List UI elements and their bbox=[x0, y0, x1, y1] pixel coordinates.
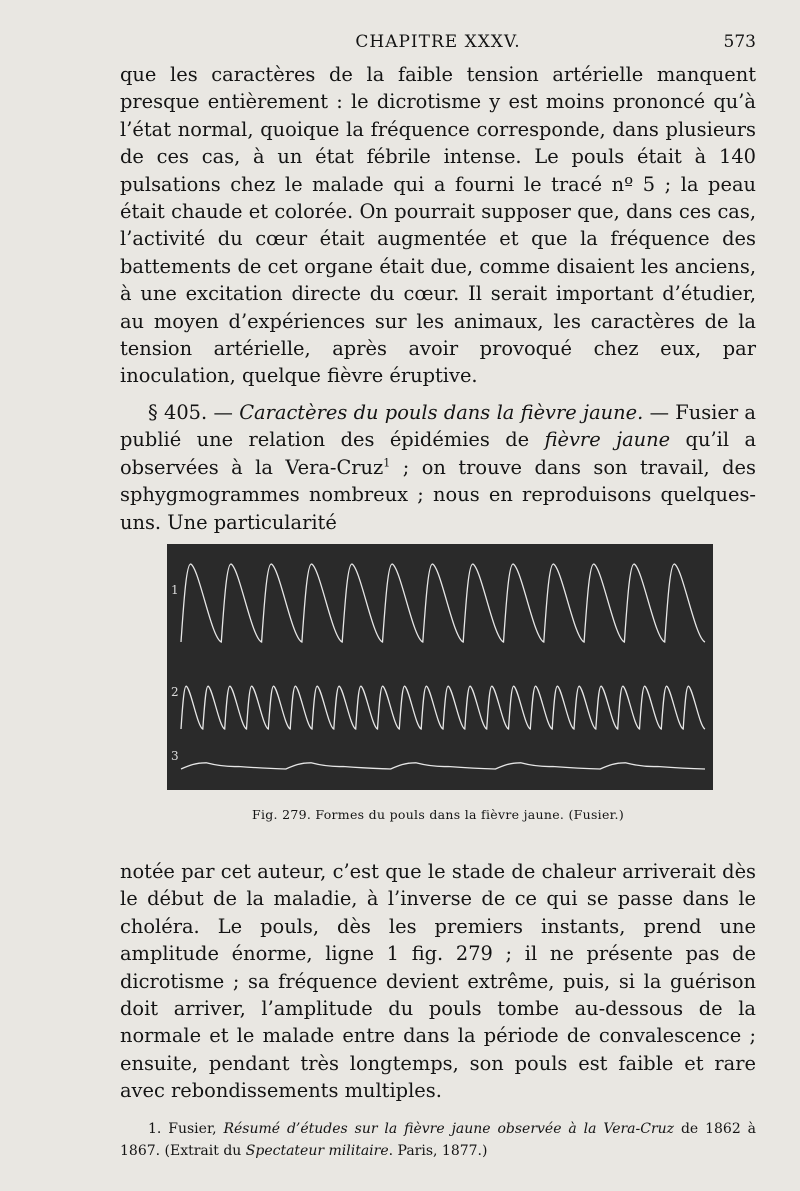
pulse-trace-1 bbox=[181, 564, 705, 642]
pulse-trace-3 bbox=[181, 763, 705, 769]
track-label-1: 1 bbox=[171, 583, 179, 597]
paragraph: que les caractères de la faible tension artérielle manquent presque entièrement : le dicrotisme y est moins prononcé qu’à l’état normal, quoique la fréquence corresponde, dans plusieurs de ces cas, à un état fébrile intense. Le pouls était à 140 pulsations chez le malade qui a fourni le tracé nº 5 ; la peau était chaude et colorée. On pourrait supposer que, dans ces cas, l’activité du cœur était augmentée et que la fréquence des battements de cet organe était due, comme disaient les anciens, à une excitation directe du cœur. Il serait important d’étudier, au moyen d’expériences sur les animaux, les caractères de la tension artérielle, après avoir provoqué chez eux, par inoculation, quelque fièvre éruptive. bbox=[120, 63, 756, 388]
section-term: fièvre jaune bbox=[544, 428, 671, 452]
section-paragraph bbox=[120, 399, 756, 536]
section-text: qu’il a observées à la Vera-Cruz bbox=[120, 428, 756, 479]
figure-caption: Fig. 279. Formes du pouls dans la fièvre jaune. (Fusier.) bbox=[251, 807, 625, 822]
page-number: 573 bbox=[723, 32, 756, 52]
footnote-journal: Spectateur militaire bbox=[245, 1143, 389, 1159]
sphygmogram-figure bbox=[167, 544, 713, 790]
text-block-top bbox=[120, 61, 756, 390]
footnote-title: Résumé d’études sur la fièvre jaune observée à la Vera-Cruz bbox=[223, 1121, 675, 1137]
footnote-text: . Paris, 1877.) bbox=[388, 1143, 488, 1159]
text-block-section bbox=[120, 399, 756, 536]
footnote-number: 1. bbox=[148, 1121, 162, 1137]
footnote-ref[interactable]: 1 bbox=[383, 456, 391, 470]
section-text: ; on trouve dans son travail, des sphygmogrammes nombreux ; nous en reproduisons quelques-uns. Une particularité bbox=[120, 455, 756, 534]
running-head: CHAPITRE XXXV. bbox=[355, 32, 521, 52]
section-number: § 405. — bbox=[148, 401, 233, 424]
section-text: — Fusier a publié une relation des épidémies de bbox=[120, 401, 756, 452]
footnote-text: de 1862 à 1867. (Extrait du bbox=[120, 1121, 756, 1159]
track-label-2: 2 bbox=[171, 685, 179, 699]
footnote-author: Fusier, bbox=[168, 1121, 217, 1137]
section-title: Caractères du pouls dans la fièvre jaune. bbox=[239, 401, 644, 424]
footnote bbox=[120, 1118, 756, 1162]
track-label-3: 3 bbox=[171, 749, 179, 763]
page-header bbox=[120, 32, 756, 56]
pulse-trace-2 bbox=[181, 686, 705, 729]
paragraph: notée par cet auteur, c’est que le stade de chaleur arriverait dès le début de la maladie, à l’inverse de ce qui se passe dans le choléra. Le pouls, dès les premiers instants, prend une amplitude énorme, ligne 1 fig. 279 ; il ne présente pas de dicrotisme ; sa fréquence devient extrême, puis, si la guérison doit arriver, l’amplitude du pouls tombe au-dessous de la normale et le malade entre dans la période de convalescence ; ensuite, pendant très longtemps, son pouls est faible et rare avec rebondissements multiples. bbox=[120, 860, 756, 1103]
text-block-bottom bbox=[120, 858, 756, 1105]
sphygmogram-chart bbox=[167, 544, 713, 790]
